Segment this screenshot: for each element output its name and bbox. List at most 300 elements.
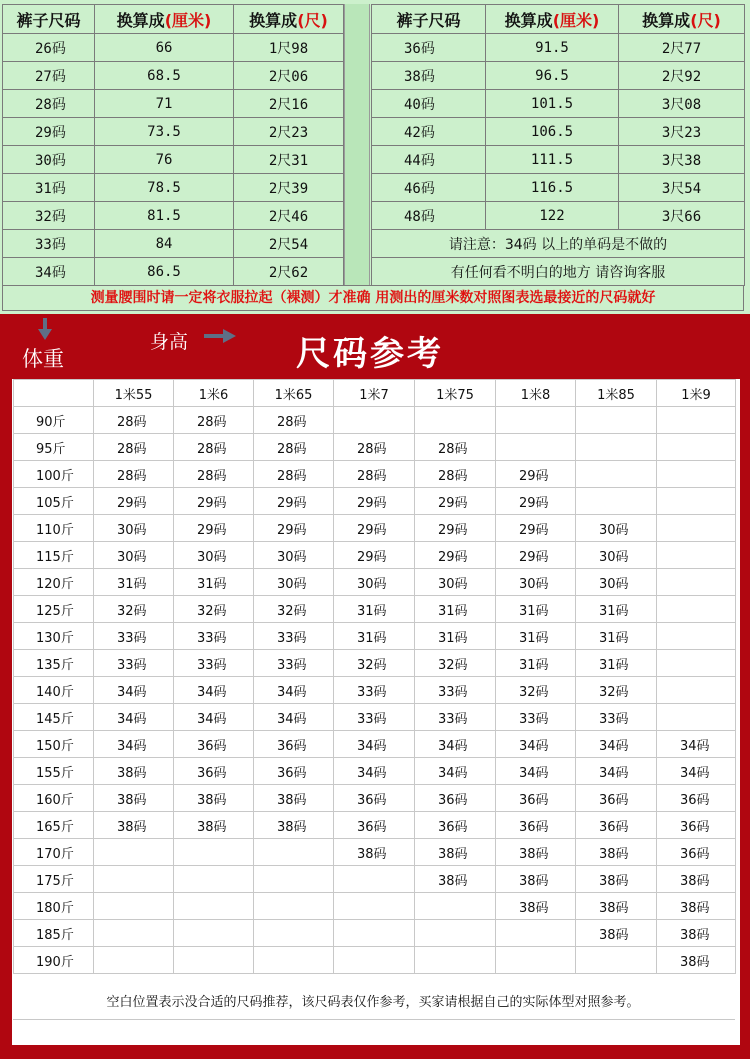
size-cell: 32码 bbox=[576, 677, 657, 704]
size-cell: 36码 bbox=[496, 812, 576, 839]
conversion-table-left bbox=[2, 4, 344, 286]
chi-cell: 2尺77 bbox=[619, 34, 745, 62]
size-cell: 26码 bbox=[3, 34, 95, 62]
table-row bbox=[372, 34, 745, 62]
size-cell: 33码 bbox=[334, 704, 415, 731]
weight-cell: 115斤 bbox=[14, 542, 94, 569]
size-cell: 38码 bbox=[174, 785, 254, 812]
size-cell bbox=[254, 839, 334, 866]
size-cell bbox=[174, 947, 254, 974]
size-cell: 28码 bbox=[254, 461, 334, 488]
size-cell: 34码 bbox=[174, 704, 254, 731]
size-cell bbox=[576, 461, 657, 488]
size-cell: 38码 bbox=[415, 839, 496, 866]
size-cell bbox=[576, 947, 657, 974]
size-cell: 28码 bbox=[415, 434, 496, 461]
cm-cell: 76 bbox=[95, 146, 234, 174]
size-cell bbox=[334, 947, 415, 974]
chi-cell: 3尺23 bbox=[619, 118, 745, 146]
table-row bbox=[3, 146, 344, 174]
height-header: 1米75 bbox=[415, 380, 496, 407]
size-cell: 48码 bbox=[372, 202, 486, 230]
size-cell bbox=[174, 893, 254, 920]
size-cell bbox=[576, 488, 657, 515]
size-cell: 30码 bbox=[254, 542, 334, 569]
size-cell: 36码 bbox=[657, 812, 736, 839]
size-cell: 33码 bbox=[415, 704, 496, 731]
size-cell bbox=[657, 434, 736, 461]
weight-row bbox=[14, 596, 736, 623]
size-cell: 32码 bbox=[174, 596, 254, 623]
height-header: 1米55 bbox=[94, 380, 174, 407]
size-cell: 34码 bbox=[254, 704, 334, 731]
size-cell: 34码 bbox=[334, 731, 415, 758]
size-cell: 31码 bbox=[496, 650, 576, 677]
size-cell: 34码 bbox=[415, 758, 496, 785]
size-cell bbox=[94, 920, 174, 947]
height-header: 1米85 bbox=[576, 380, 657, 407]
chi-cell: 1尺98 bbox=[234, 34, 344, 62]
weight-cell: 155斤 bbox=[14, 758, 94, 785]
weight-row bbox=[14, 812, 736, 839]
size-cell: 38码 bbox=[576, 866, 657, 893]
weight-row bbox=[14, 569, 736, 596]
chi-cell: 2尺62 bbox=[234, 258, 344, 286]
size-cell bbox=[657, 488, 736, 515]
size-cell: 34码 bbox=[174, 677, 254, 704]
chi-cell: 2尺06 bbox=[234, 62, 344, 90]
size-cell: 33码 bbox=[334, 677, 415, 704]
size-cell bbox=[415, 920, 496, 947]
size-cell: 46码 bbox=[372, 174, 486, 202]
table-row bbox=[372, 90, 745, 118]
weight-cell: 145斤 bbox=[14, 704, 94, 731]
size-cell: 36码 bbox=[174, 758, 254, 785]
weight-row bbox=[14, 866, 736, 893]
size-cell: 29码 bbox=[254, 488, 334, 515]
table-row bbox=[3, 174, 344, 202]
size-cell bbox=[94, 893, 174, 920]
size-cell bbox=[254, 947, 334, 974]
weight-row bbox=[14, 839, 736, 866]
chi-cell: 3尺66 bbox=[619, 202, 745, 230]
weight-cell: 140斤 bbox=[14, 677, 94, 704]
size-cell: 32码 bbox=[496, 677, 576, 704]
note-row bbox=[372, 258, 745, 286]
weight-cell: 100斤 bbox=[14, 461, 94, 488]
cm-cell: 96.5 bbox=[486, 62, 619, 90]
size-cell bbox=[496, 407, 576, 434]
size-cell: 29码 bbox=[496, 542, 576, 569]
size-cell: 36码 bbox=[576, 785, 657, 812]
header-size: 裤子尺码 bbox=[3, 5, 95, 34]
height-header: 1米65 bbox=[254, 380, 334, 407]
size-cell: 36码 bbox=[334, 785, 415, 812]
weight-cell: 160斤 bbox=[14, 785, 94, 812]
size-cell: 30码 bbox=[576, 515, 657, 542]
weight-cell: 135斤 bbox=[14, 650, 94, 677]
size-cell: 38码 bbox=[496, 839, 576, 866]
table-row bbox=[372, 118, 745, 146]
size-cell: 33码 bbox=[254, 623, 334, 650]
size-cell bbox=[657, 407, 736, 434]
size-cell: 30码 bbox=[254, 569, 334, 596]
height-header: 1米7 bbox=[334, 380, 415, 407]
size-cell: 36码 bbox=[657, 839, 736, 866]
note-row bbox=[372, 230, 745, 258]
size-cell: 38码 bbox=[657, 893, 736, 920]
size-cell: 28码 bbox=[174, 407, 254, 434]
size-cell: 28码 bbox=[334, 461, 415, 488]
size-cell bbox=[174, 866, 254, 893]
size-cell: 31码 bbox=[3, 174, 95, 202]
table-row bbox=[3, 230, 344, 258]
size-cell: 33码 bbox=[94, 623, 174, 650]
weight-cell: 105斤 bbox=[14, 488, 94, 515]
size-cell: 28码 bbox=[94, 461, 174, 488]
size-cell bbox=[657, 650, 736, 677]
size-cell bbox=[496, 947, 576, 974]
size-cell: 30码 bbox=[3, 146, 95, 174]
size-cell: 33码 bbox=[415, 677, 496, 704]
size-cell bbox=[94, 947, 174, 974]
size-cell bbox=[254, 920, 334, 947]
size-cell: 34码 bbox=[576, 758, 657, 785]
size-cell: 30码 bbox=[576, 542, 657, 569]
size-cell: 28码 bbox=[174, 434, 254, 461]
table-row bbox=[3, 62, 344, 90]
size-cell: 36码 bbox=[496, 785, 576, 812]
size-cell: 29码 bbox=[415, 542, 496, 569]
size-cell: 27码 bbox=[3, 62, 95, 90]
size-cell: 29码 bbox=[174, 488, 254, 515]
size-cell: 38码 bbox=[496, 893, 576, 920]
size-cell: 36码 bbox=[657, 785, 736, 812]
cm-cell: 86.5 bbox=[95, 258, 234, 286]
size-cell: 29码 bbox=[496, 515, 576, 542]
size-reference-section bbox=[0, 314, 750, 1059]
cm-cell: 68.5 bbox=[95, 62, 234, 90]
arrow-right-icon bbox=[204, 329, 236, 343]
weight-row bbox=[14, 461, 736, 488]
weight-cell: 150斤 bbox=[14, 731, 94, 758]
size-cell: 32码 bbox=[334, 650, 415, 677]
table-row bbox=[372, 146, 745, 174]
measurement-banner: 测量腰围时请一定将衣服拉起（裸测）才准确 用测出的厘米数对照图表选最接近的尺码就好 bbox=[2, 285, 744, 311]
arrow-down-icon bbox=[38, 318, 52, 340]
weight-row bbox=[14, 515, 736, 542]
cm-cell: 116.5 bbox=[486, 174, 619, 202]
size-cell: 31码 bbox=[496, 596, 576, 623]
size-cell: 34码 bbox=[576, 731, 657, 758]
weight-row bbox=[14, 785, 736, 812]
size-cell: 31码 bbox=[174, 569, 254, 596]
height-label: 身高 bbox=[150, 331, 189, 353]
size-cell: 29码 bbox=[334, 542, 415, 569]
size-cell: 30码 bbox=[174, 542, 254, 569]
weight-row bbox=[14, 407, 736, 434]
size-cell: 36码 bbox=[415, 785, 496, 812]
size-cell: 33码 bbox=[174, 650, 254, 677]
size-cell bbox=[254, 893, 334, 920]
size-cell: 29码 bbox=[496, 488, 576, 515]
cm-cell: 106.5 bbox=[486, 118, 619, 146]
weight-row bbox=[14, 677, 736, 704]
size-cell: 28码 bbox=[3, 90, 95, 118]
size-cell bbox=[657, 677, 736, 704]
size-cell: 28码 bbox=[254, 407, 334, 434]
size-cell: 34码 bbox=[415, 731, 496, 758]
size-cell: 31码 bbox=[94, 569, 174, 596]
size-cell: 38码 bbox=[372, 62, 486, 90]
reference-grid-panel bbox=[12, 379, 740, 1045]
size-cell: 28码 bbox=[94, 434, 174, 461]
size-cell: 34码 bbox=[94, 704, 174, 731]
size-cell: 29码 bbox=[3, 118, 95, 146]
size-cell: 33码 bbox=[496, 704, 576, 731]
size-cell: 28码 bbox=[254, 434, 334, 461]
size-cell: 29码 bbox=[415, 488, 496, 515]
size-cell: 29码 bbox=[174, 515, 254, 542]
weight-row bbox=[14, 704, 736, 731]
size-cell: 32码 bbox=[3, 202, 95, 230]
weight-row bbox=[14, 623, 736, 650]
header-chi: 换算成(尺) bbox=[234, 5, 344, 34]
header-size: 裤子尺码 bbox=[372, 5, 486, 34]
weight-cell: 175斤 bbox=[14, 866, 94, 893]
size-cell: 40码 bbox=[372, 90, 486, 118]
size-cell: 30码 bbox=[94, 515, 174, 542]
size-cell: 33码 bbox=[576, 704, 657, 731]
table-row bbox=[3, 202, 344, 230]
height-header: 1米6 bbox=[174, 380, 254, 407]
size-cell: 31码 bbox=[334, 596, 415, 623]
size-cell: 36码 bbox=[174, 731, 254, 758]
size-cell: 38码 bbox=[254, 812, 334, 839]
weight-row bbox=[14, 650, 736, 677]
weight-cell: 165斤 bbox=[14, 812, 94, 839]
cm-cell: 73.5 bbox=[95, 118, 234, 146]
size-cell bbox=[174, 839, 254, 866]
table-header bbox=[372, 5, 745, 34]
size-cell: 34码 bbox=[496, 758, 576, 785]
weight-cell: 170斤 bbox=[14, 839, 94, 866]
notice-text: 有任何看不明白的地方 请咨询客服 bbox=[372, 258, 745, 286]
cm-cell: 66 bbox=[95, 34, 234, 62]
weight-cell: 120斤 bbox=[14, 569, 94, 596]
notice-text: 请注意：34码 以上的单码是不做的 bbox=[372, 230, 745, 258]
chi-cell: 2尺39 bbox=[234, 174, 344, 202]
size-cell: 38码 bbox=[657, 947, 736, 974]
weight-row bbox=[14, 893, 736, 920]
cm-cell: 71 bbox=[95, 90, 234, 118]
weight-row bbox=[14, 920, 736, 947]
size-cell: 29码 bbox=[334, 515, 415, 542]
size-cell bbox=[576, 434, 657, 461]
size-cell: 29码 bbox=[334, 488, 415, 515]
size-cell bbox=[496, 434, 576, 461]
size-cell: 31码 bbox=[415, 623, 496, 650]
size-cell bbox=[334, 893, 415, 920]
size-cell: 29码 bbox=[254, 515, 334, 542]
size-cell: 33码 bbox=[254, 650, 334, 677]
cm-cell: 101.5 bbox=[486, 90, 619, 118]
weight-cell: 180斤 bbox=[14, 893, 94, 920]
header-chi: 换算成(尺) bbox=[619, 5, 745, 34]
size-cell: 36码 bbox=[254, 758, 334, 785]
size-cell: 31码 bbox=[576, 623, 657, 650]
weight-row bbox=[14, 488, 736, 515]
table-row bbox=[372, 174, 745, 202]
footnote: 空白位置表示没合适的尺码推荐，该尺码表仅作参考，买家请根据自己的实际体型对照参考。 bbox=[106, 995, 640, 1010]
size-cell: 36码 bbox=[334, 812, 415, 839]
size-cell: 28码 bbox=[94, 407, 174, 434]
size-cell: 31码 bbox=[576, 650, 657, 677]
weight-cell: 190斤 bbox=[14, 947, 94, 974]
size-cell: 38码 bbox=[94, 785, 174, 812]
size-cell: 42码 bbox=[372, 118, 486, 146]
weight-row bbox=[14, 947, 736, 974]
cm-cell: 81.5 bbox=[95, 202, 234, 230]
size-cell bbox=[415, 947, 496, 974]
cm-cell: 91.5 bbox=[486, 34, 619, 62]
size-cell bbox=[496, 920, 576, 947]
size-cell: 32码 bbox=[94, 596, 174, 623]
weight-cell: 95斤 bbox=[14, 434, 94, 461]
chi-cell: 2尺92 bbox=[619, 62, 745, 90]
size-cell bbox=[334, 866, 415, 893]
divider bbox=[13, 1019, 735, 1020]
chi-cell: 2尺46 bbox=[234, 202, 344, 230]
size-cell bbox=[657, 515, 736, 542]
size-cell: 38码 bbox=[576, 893, 657, 920]
chi-cell: 3尺38 bbox=[619, 146, 745, 174]
size-cell: 29码 bbox=[496, 461, 576, 488]
size-cell bbox=[657, 704, 736, 731]
size-cell: 31码 bbox=[415, 596, 496, 623]
weight-cell: 130斤 bbox=[14, 623, 94, 650]
size-reference-table bbox=[13, 379, 736, 974]
size-cell bbox=[334, 920, 415, 947]
size-cell bbox=[415, 893, 496, 920]
table-divider bbox=[344, 4, 370, 285]
size-cell: 30码 bbox=[496, 569, 576, 596]
table-row bbox=[3, 34, 344, 62]
size-cell bbox=[94, 839, 174, 866]
table-header bbox=[3, 5, 344, 34]
size-cell: 44码 bbox=[372, 146, 486, 174]
size-cell: 30码 bbox=[576, 569, 657, 596]
size-cell: 34码 bbox=[657, 731, 736, 758]
size-cell: 32码 bbox=[415, 650, 496, 677]
table-row bbox=[3, 258, 344, 286]
height-header: 1米9 bbox=[657, 380, 736, 407]
size-cell: 28码 bbox=[174, 461, 254, 488]
cm-cell: 78.5 bbox=[95, 174, 234, 202]
size-cell: 33码 bbox=[94, 650, 174, 677]
weight-row bbox=[14, 731, 736, 758]
table-row bbox=[372, 62, 745, 90]
size-cell: 36码 bbox=[576, 812, 657, 839]
table-row bbox=[3, 90, 344, 118]
size-cell bbox=[174, 920, 254, 947]
weight-cell: 125斤 bbox=[14, 596, 94, 623]
weight-label: 体重 bbox=[22, 347, 64, 371]
size-cell: 30码 bbox=[334, 569, 415, 596]
size-cell: 28码 bbox=[415, 461, 496, 488]
weight-row bbox=[14, 542, 736, 569]
size-cell: 34码 bbox=[496, 731, 576, 758]
chi-cell: 2尺54 bbox=[234, 230, 344, 258]
size-cell: 31码 bbox=[576, 596, 657, 623]
header-cm: 换算成(厘米) bbox=[95, 5, 234, 34]
size-cell: 31码 bbox=[496, 623, 576, 650]
size-cell: 38码 bbox=[657, 920, 736, 947]
waist-conversion-section bbox=[0, 0, 750, 314]
size-cell bbox=[657, 461, 736, 488]
size-cell: 36码 bbox=[254, 731, 334, 758]
size-cell: 38码 bbox=[174, 812, 254, 839]
size-cell: 29码 bbox=[94, 488, 174, 515]
size-cell bbox=[576, 407, 657, 434]
weight-cell: 110斤 bbox=[14, 515, 94, 542]
size-cell: 38码 bbox=[94, 758, 174, 785]
page-title: 尺码参考 bbox=[296, 334, 444, 374]
weight-cell: 90斤 bbox=[14, 407, 94, 434]
height-header-row bbox=[14, 380, 736, 407]
corner-cell bbox=[14, 380, 94, 407]
size-cell: 33码 bbox=[174, 623, 254, 650]
chi-cell: 2尺23 bbox=[234, 118, 344, 146]
size-cell: 34码 bbox=[254, 677, 334, 704]
cm-cell: 84 bbox=[95, 230, 234, 258]
size-cell: 38码 bbox=[657, 866, 736, 893]
chi-cell: 2尺31 bbox=[234, 146, 344, 174]
size-cell bbox=[657, 596, 736, 623]
size-cell: 32码 bbox=[254, 596, 334, 623]
size-cell: 36码 bbox=[415, 812, 496, 839]
size-cell bbox=[334, 407, 415, 434]
size-cell: 31码 bbox=[334, 623, 415, 650]
size-cell: 30码 bbox=[94, 542, 174, 569]
size-cell bbox=[94, 866, 174, 893]
size-cell: 29码 bbox=[415, 515, 496, 542]
size-cell: 34码 bbox=[334, 758, 415, 785]
size-cell: 36码 bbox=[372, 34, 486, 62]
table-row bbox=[3, 118, 344, 146]
cm-cell: 122 bbox=[486, 202, 619, 230]
size-cell bbox=[657, 623, 736, 650]
size-cell bbox=[657, 542, 736, 569]
size-cell: 34码 bbox=[3, 258, 95, 286]
size-cell: 33码 bbox=[3, 230, 95, 258]
weight-row bbox=[14, 758, 736, 785]
size-cell bbox=[657, 569, 736, 596]
size-cell: 38码 bbox=[254, 785, 334, 812]
conversion-table-right bbox=[371, 4, 745, 286]
size-cell: 38码 bbox=[415, 866, 496, 893]
size-cell bbox=[254, 866, 334, 893]
header-cm: 换算成(厘米) bbox=[486, 5, 619, 34]
size-cell: 38码 bbox=[576, 839, 657, 866]
size-cell: 38码 bbox=[94, 812, 174, 839]
size-cell: 34码 bbox=[657, 758, 736, 785]
size-cell: 38码 bbox=[576, 920, 657, 947]
size-cell: 38码 bbox=[334, 839, 415, 866]
chi-cell: 3尺08 bbox=[619, 90, 745, 118]
table-row bbox=[372, 202, 745, 230]
size-cell bbox=[415, 407, 496, 434]
